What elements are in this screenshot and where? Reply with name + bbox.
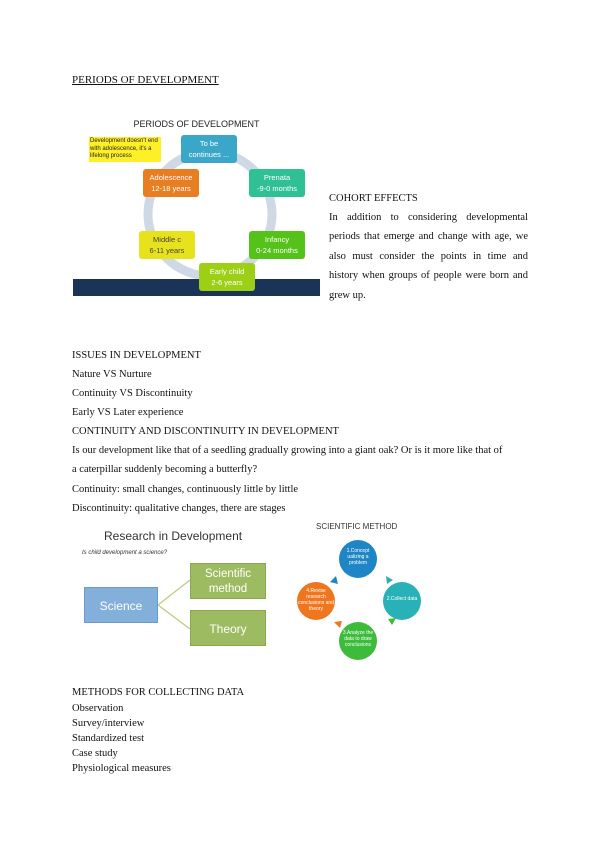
issue-item: Nature VS Nurture bbox=[72, 369, 152, 380]
sci-step-4: 4.Revise research conclusions and theory bbox=[297, 582, 335, 620]
period-node-5: Adolescence 12-18 years bbox=[143, 169, 199, 197]
lifelong-note: Development doesn't end with adolescence, it's a lifelong process bbox=[89, 137, 161, 162]
sci-step-3: 3.Analyze the data to draw conclusions bbox=[339, 622, 377, 660]
period-node-2: Infancy 0-24 months bbox=[249, 231, 305, 259]
issue-item: Continuity VS Discontinuity bbox=[72, 388, 193, 399]
method-item: Observation bbox=[72, 703, 124, 714]
method-item: Standardized test bbox=[72, 733, 145, 744]
continuity-line: Continuity: small changes, continuously little by little bbox=[72, 484, 299, 495]
sci-step-1: 1.Concept ualizing a problem bbox=[339, 540, 377, 578]
research-subtitle: Is child development a science? bbox=[82, 550, 168, 556]
sci-step-2: 2.Collect data bbox=[383, 582, 421, 620]
method-item: Case study bbox=[72, 748, 118, 759]
continuity-line: Is our development like that of a seedling gradually growing into a giant oak? Or is it more like that of bbox=[72, 445, 503, 456]
continuity-line: a caterpillar suddenly becoming a butterfly? bbox=[72, 464, 258, 475]
theory-box: Theory bbox=[190, 610, 266, 646]
period-node-3: Early child 2-6 years bbox=[199, 263, 255, 291]
sci-method-title: SCIENTIFIC METHOD bbox=[316, 522, 398, 531]
issue-item: Early VS Later experience bbox=[72, 407, 184, 418]
research-diagram bbox=[72, 525, 282, 643]
method-item: Physiological measures bbox=[72, 763, 171, 774]
periods-diagram-title: PERIODS OF DEVELOPMENT bbox=[133, 119, 260, 129]
period-node-4: Middle c 6-11 years bbox=[139, 231, 195, 259]
continuity-line: Discontinuity: qualitative changes, there are stages bbox=[72, 503, 286, 514]
scientific-method-box: Scientific method bbox=[190, 563, 266, 599]
continuity-title: CONTINUITY AND DISCONTINUITY IN DEVELOPMENT bbox=[72, 426, 339, 437]
scientific-method-diagram bbox=[296, 518, 432, 668]
cohort-body: In addition to considering developmental periods that emerge and change with age, we also must consider the points in time and history when groups of people were born and grew up. bbox=[329, 212, 528, 301]
periods-diagram bbox=[73, 113, 320, 296]
method-item: Survey/interview bbox=[72, 718, 145, 729]
section-title-periods: PERIODS OF DEVELOPMENT bbox=[72, 74, 219, 86]
period-node-1: Prenata -9-0 months bbox=[249, 169, 305, 197]
cohort-title: COHORT EFFECTS bbox=[329, 193, 418, 204]
period-node-0: To be continues ... bbox=[181, 135, 237, 163]
research-title: Research in Development bbox=[104, 529, 243, 543]
methods-title: METHODS FOR COLLECTING DATA bbox=[72, 687, 245, 698]
issues-title: ISSUES IN DEVELOPMENT bbox=[72, 350, 201, 361]
science-box: Science bbox=[84, 587, 158, 623]
